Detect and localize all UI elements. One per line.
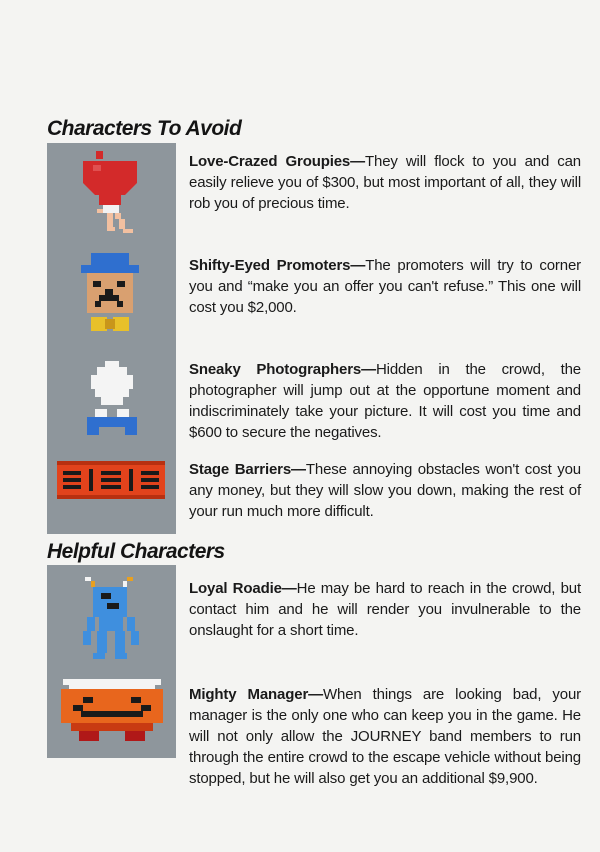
entry-separator: — [291,461,306,478]
entry-separator: — [281,580,297,597]
section-heading-helpful: Helpful Characters [47,540,225,563]
entry-name: Love-Crazed Groupies [189,153,351,170]
entry-separator: — [350,153,365,170]
entry-shifty-eyed-promoters [189,255,581,318]
entry-love-crazed-groupies [189,151,581,214]
photographer-icon [85,361,139,437]
promoter-icon [77,253,143,339]
stage-barrier-icon [57,461,165,499]
entry-name: Loyal Roadie [189,580,282,597]
entry-name: Mighty Manager [189,686,309,703]
entry-loyal-roadie [189,578,581,641]
entry-sneaky-photographers [189,359,581,443]
entry-text: The promoters will try to corner you and “make you an offer you can't refuse.” This one will cost you $2,000. [189,257,581,316]
entry-name: Sneaky Photographers [189,361,362,378]
entry-separator: — [361,361,376,378]
entry-text: These annoying obstacles won't cost you any money, but they will slow you down, making the rest of your run much more difficult. [189,461,581,520]
entry-separator: — [308,686,323,703]
entry-text: When things are looking bad, your manager is the only one who can keep you in the game. He will not only allow the JOURNEY band members to run through the entire crowd to the escape vehicle without being stopped, but he will also get you an additional $9,900. [189,686,581,787]
entry-text: He may be hard to reach in the crowd, but contact him and he will render you invulnerable to the onslaught for a short time. [189,580,581,639]
entry-stage-barriers [189,459,581,522]
groupie-heart-icon [79,151,141,237]
helpful-sprites-panel [47,565,176,758]
entry-name: Stage Barriers [189,461,292,478]
roadie-icon [79,575,141,665]
manager-icon [57,679,167,745]
entry-mighty-manager [189,684,581,789]
section-heading-avoid: Characters To Avoid [47,117,242,140]
entry-text: Hidden in the crowd, the photographer will jump out at the opportune moment and indiscriminately take your picture. It will cost you time and $600 to secure the negatives. [189,361,581,441]
entry-name: Shifty-Eyed Promoters [189,257,351,274]
entry-text: They will flock to you and can easily relieve you of $300, but most important of all, they will rob you of precious time. [189,153,581,212]
avoid-sprites-panel [47,143,176,534]
entry-separator: — [350,257,366,274]
